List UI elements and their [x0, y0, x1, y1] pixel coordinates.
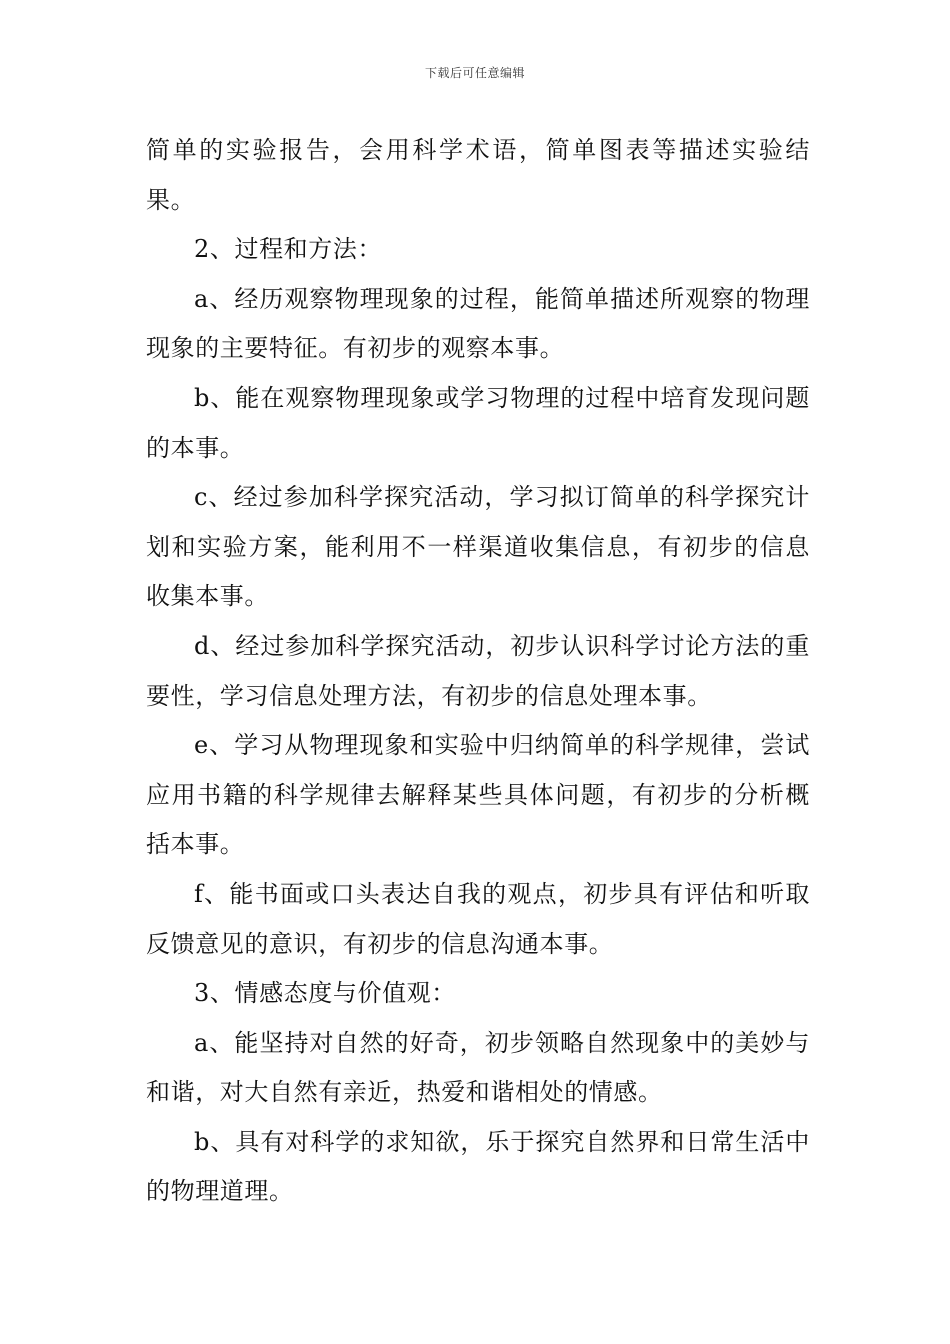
- page-header: 下载后可任意编辑: [424, 66, 525, 80]
- paragraph-3: b、能在观察物理现象或学习物理的过程中培育发现问题的本事。: [146, 383, 810, 462]
- paragraph-2: a、经历观察物理现象的过程，能简单描述所观察的物理现象的主要特征。有初步的观察本事。: [146, 284, 810, 363]
- paragraph-8: 3、情感态度与价值观：: [194, 979, 456, 1008]
- paragraph-0: 简单的实验报告，会用科学术语，简单图表等描述实验结果。: [146, 136, 810, 214]
- document-body: [146, 126, 810, 1217]
- paragraph-7: f、能书面或口头表达自我的观点，初步具有评估和听取反馈意见的意识，有初步的信息沟通本事。: [146, 879, 810, 958]
- paragraph-9: a、能坚持对自然的好奇，初步领略自然现象中的美妙与和谐，对大自然有亲近，热爱和谐相处的情感。: [146, 1028, 810, 1107]
- paragraph-5: d、经过参加科学探究活动，初步认识科学讨论方法的重要性，学习信息处理方法，有初步的信息处理本事。: [146, 631, 810, 710]
- paragraph-10: b、具有对科学的求知欲，乐于探究自然界和日常生活中的物理道理。: [146, 1127, 810, 1206]
- paragraph-6: e、学习从物理现象和实验中归纳简单的科学规律，尝试应用书籍的科学规律去解释某些具体问题，有初步的分析概括本事。: [146, 731, 810, 859]
- paragraph-1: 2、过程和方法：: [194, 235, 383, 264]
- paragraph-4: c、经过参加科学探究活动，学习拟订简单的科学探究计划和实验方案，能利用不一样渠道收集信息，有初步的信息收集本事。: [146, 483, 810, 611]
